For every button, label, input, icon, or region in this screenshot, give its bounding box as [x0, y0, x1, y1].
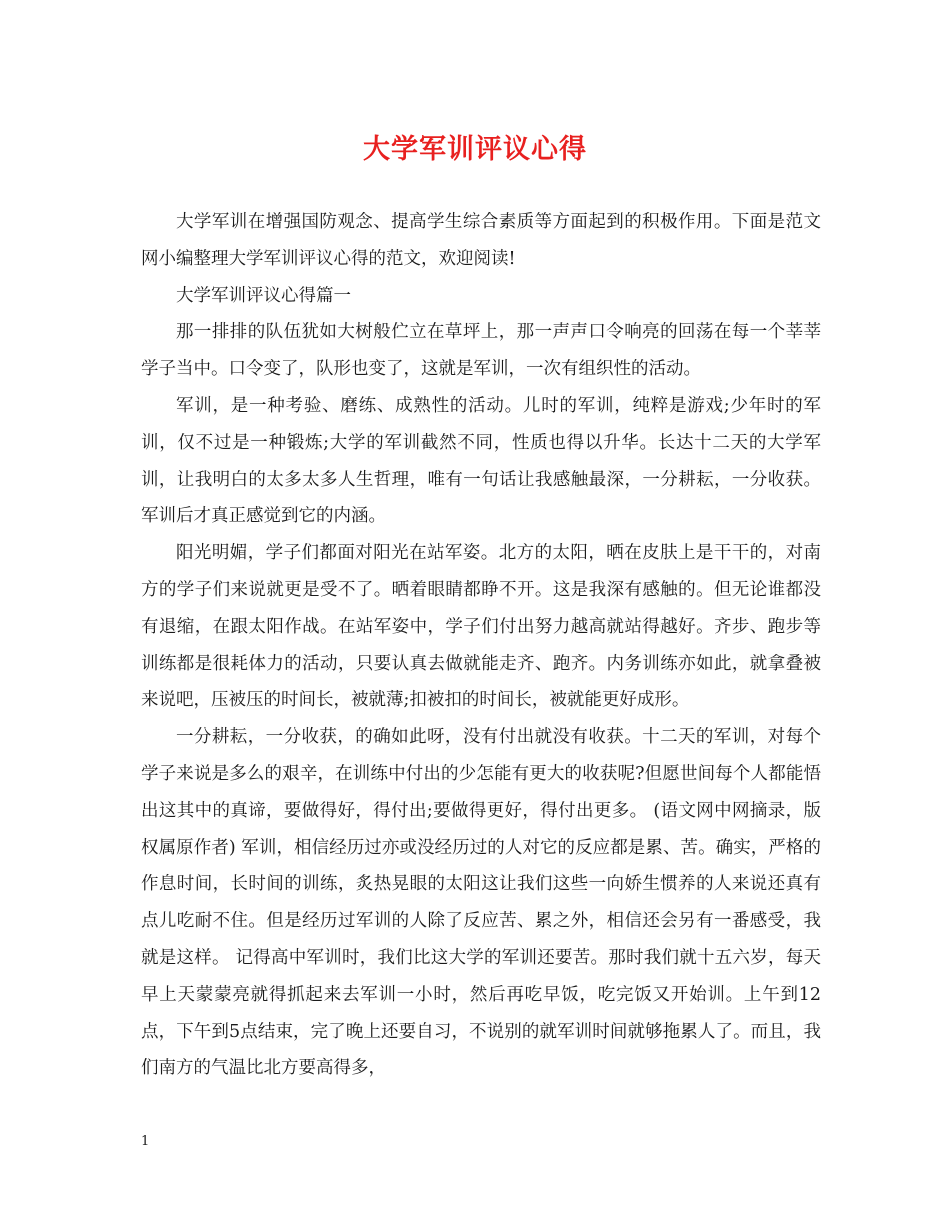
paragraph-intro: 大学军训在增强国防观念、提高学生综合素质等方面起到的积极作用。下面是范文网小编整理大学军训评议心得的范文，欢迎阅读!: [141, 212, 821, 269]
document-title: 大学军训评议心得: [363, 134, 587, 165]
paragraph: 那一排排的队伍犹如大树般伫立在草坪上，那一声声口令响亮的回荡在每一个莘莘学子当中。口令变了，队形也变了，这就是军训，一次有组织性的活动。: [141, 322, 821, 380]
section-heading: 大学军训评议心得篇一: [176, 285, 351, 306]
paragraph: 阳光明媚，学子们都面对阳光在站军姿。北方的太阳，晒在皮肤上是干干的，对南方的学子们来说就更是受不了。晒着眼睛都睁不开。这是我深有感触的。但无论谁都没有退缩，在跟太阳作战。在站军姿中，学子们付出努力越高就站得越好。齐步、跑步等训练都是很耗体力的活动，只要认真去做就能走齐、跑齐。内务训练亦如此，就拿叠被来说吧，压被压的时间长，被就薄;扣被扣的时间长，被就能更好成形。: [141, 543, 821, 711]
page-number: 1: [141, 1134, 150, 1149]
document-body: [141, 204, 821, 1087]
paragraph: 一分耕耘，一分收获，的确如此呀，没有付出就没有收获。十二天的军训，对每个学子来说是多么的艰辛，在训练中付出的少怎能有更大的收获呢?但愿世间每个人都能悟出这其中的真谛，要做得好，得付出;要做得更好，得付出更多。 (语文网中网摘录，版权属原作者) 军训，相信经历过亦或没经历过的人对它的反应都是累、苦。确实，严格的作息时间，长时间的训练，炙热晃眼的太阳这让我们这些一向娇生惯养的人来说还真有点儿吃耐不住。但是经历过军训的人除了反应苦、累之外，相信还会另有一番感受，我就是这样。 记得高中军训时，我们比这大学的军训还要苦。那时我们就十五六岁，每天早上天蒙蒙亮就得抓起来去军训一小时，然后再吃早饭，吃完饭又开始训。上午到12点，下午到5点结束，完了晚上还要自习，不说别的就军训时间就够拖累人了。而且，我们南方的气温比北方要高得多，: [141, 727, 821, 1079]
paragraph: 军训，是一种考验、磨练、成熟性的活动。儿时的军训，纯粹是游戏;少年时的军训，仅不过是一种锻炼;大学的军训截然不同，性质也得以升华。长达十二天的大学军训，让我明白的太多太多人生哲理，唯有一句话让我感触最深，一分耕耘，一分收获。军训后才真正感觉到它的内涵。: [141, 395, 821, 527]
